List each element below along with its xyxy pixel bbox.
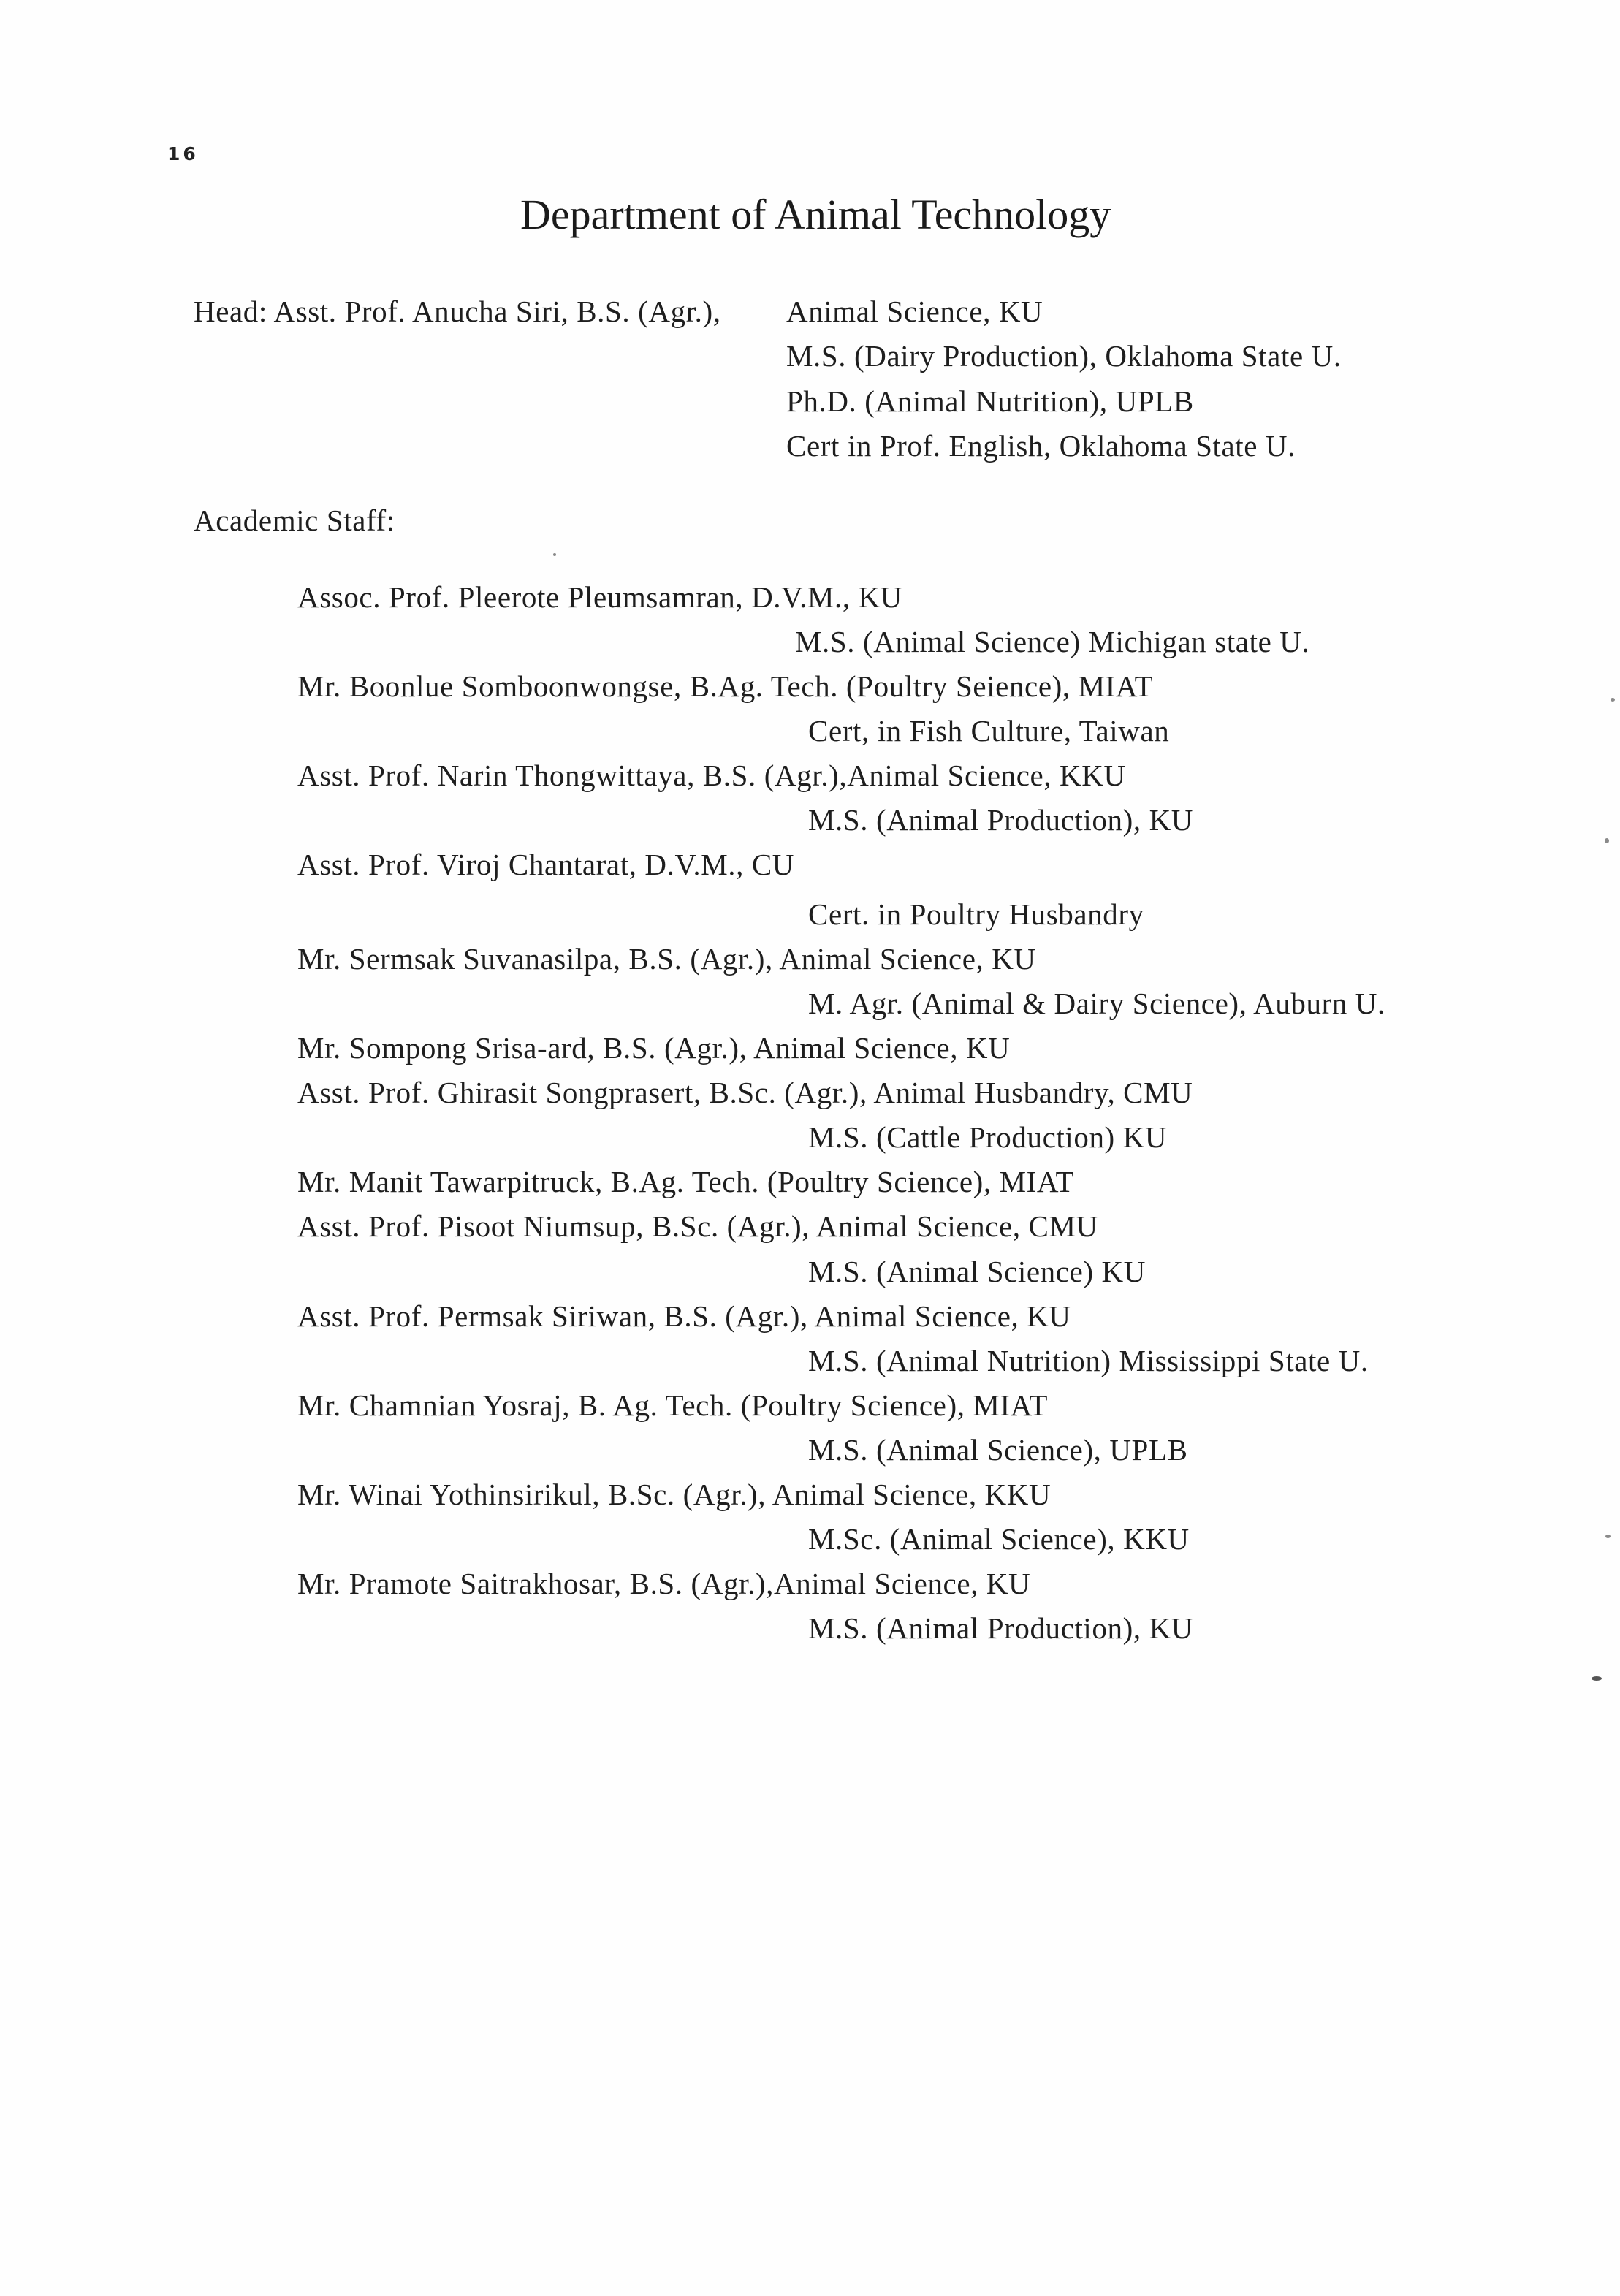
staff-entry: Asst. Prof. Narin Thongwittaya, B.S. (Agr.),Animal Science, KKU — [297, 759, 1126, 792]
head-qualification: Cert in Prof. English, Oklahoma State U. — [786, 429, 1296, 463]
staff-entry: Mr. Pramote Saitrakhosar, B.S. (Agr.),Animal Science, KU — [297, 1567, 1031, 1600]
staff-qualification: M.S. (Animal Science) KU — [808, 1255, 1146, 1288]
staff-qualification: M.S. (Cattle Production) KU — [808, 1120, 1168, 1154]
head-label: Head: Asst. Prof. Anucha Siri, B.S. (Agr.), — [194, 294, 721, 328]
staff-qualification: M.S. (Animal Production), KU — [808, 803, 1193, 837]
staff-entry: Mr. Chamnian Yosraj, B. Ag. Tech. (Poultry Science), MIAT — [297, 1388, 1049, 1422]
staff-entry: Asst. Prof. Permsak Siriwan, B.S. (Agr.), Animal Science, KU — [297, 1299, 1071, 1333]
scan-speck — [1611, 698, 1615, 702]
scan-speck — [1592, 1676, 1602, 1681]
scan-speck — [1605, 838, 1609, 843]
staff-qualification: M.S. (Animal Science) Michigan state U. — [795, 625, 1310, 658]
scan-speck — [1605, 1535, 1611, 1538]
staff-entry: Assoc. Prof. Pleerote Pleumsamran, D.V.M., KU — [297, 580, 902, 614]
staff-qualification: M.S. (Animal Science), UPLB — [808, 1433, 1188, 1467]
staff-entry: Mr. Winai Yothinsirikul, B.Sc. (Agr.), Animal Science, KKU — [297, 1478, 1052, 1511]
head-qualification: M.S. (Dairy Production), Oklahoma State U. — [786, 339, 1342, 373]
page-number: 16 — [167, 143, 199, 164]
staff-qualification: Cert. in Poultry Husbandry — [808, 897, 1144, 931]
staff-entry: Mr. Boonlue Somboonwongse, B.Ag. Tech. (Poultry Seience), MIAT — [297, 669, 1154, 703]
staff-entry: Asst. Prof. Ghirasit Songprasert, B.Sc. (Agr.), Animal Husbandry, CMU — [297, 1076, 1193, 1109]
staff-qualification: Cert, in Fish Culture, Taiwan — [808, 714, 1170, 748]
scan-speck — [553, 553, 556, 556]
page-title: Department of Animal Technology — [520, 191, 1111, 238]
staff-qualification: M.S. (Animal Production), KU — [808, 1611, 1193, 1645]
staff-qualification: M. Agr. (Animal & Dairy Science), Auburn U. — [808, 987, 1385, 1020]
head-qualification: Animal Science, KU — [786, 294, 1043, 328]
staff-entry: Mr. Manit Tawarpitruck, B.Ag. Tech. (Poultry Science), MIAT — [297, 1165, 1075, 1198]
staff-qualification: M.Sc. (Animal Science), KKU — [808, 1522, 1190, 1556]
staff-entry: Mr. Sermsak Suvanasilpa, B.S. (Agr.), Animal Science, KU — [297, 942, 1036, 976]
head-qualification: Ph.D. (Animal Nutrition), UPLB — [786, 384, 1194, 418]
academic-staff-heading: Academic Staff: — [194, 503, 395, 537]
staff-qualification: M.S. (Animal Nutrition) Mississippi State U. — [808, 1344, 1369, 1377]
staff-entry: Asst. Prof. Pisoot Niumsup, B.Sc. (Agr.), Animal Science, CMU — [297, 1209, 1098, 1243]
staff-entry: Mr. Sompong Srisa-ard, B.S. (Agr.), Animal Science, KU — [297, 1031, 1011, 1065]
staff-entry: Asst. Prof. Viroj Chantarat, D.V.M., CU — [297, 848, 794, 881]
